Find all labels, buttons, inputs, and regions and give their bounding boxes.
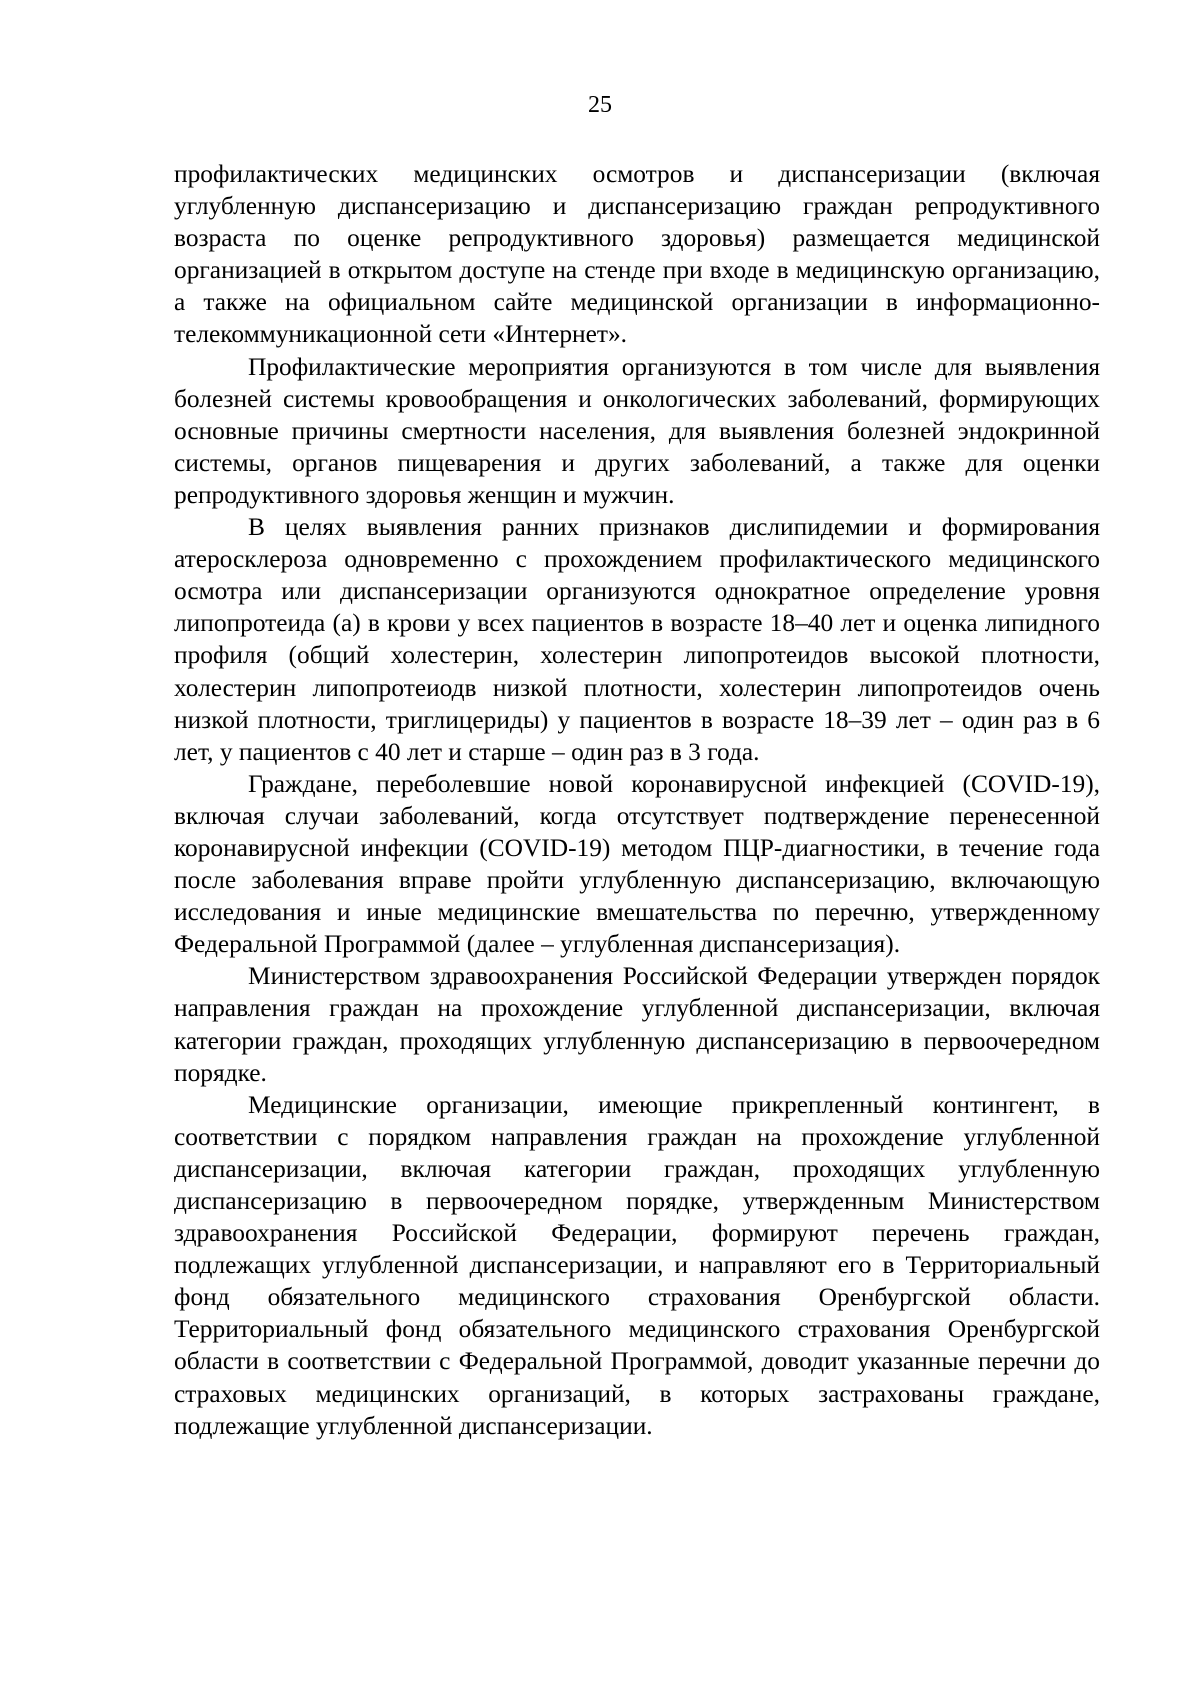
- paragraph-4: Граждане, переболевшие новой коронавирусной инфекцией (COVID-19), включая случаи заболеваний, когда отсутствует подтверждение перенесенной коронавирусной инфекции (COVID-19) методом ПЦР-диагностики, в течение года после заболевания вправе пройти углубленную диспансеризацию, включающую исследования и иные медицинские вмешательства по перечню, утвержденному Федеральной Программой (далее – углубленная диспансеризация).: [174, 769, 1100, 959]
- document-body: [174, 158, 1100, 1442]
- paragraph-3: В целях выявления ранних признаков дислипидемии и формирования атеросклероза одновременно с прохождением профилактического медицинского осмотра или диспансеризации организуются однократное определение уровня липопротеида (а) в крови у всех пациентов в возрасте 18–40 лет и оценка липидного профиля (общий холестерин, холестерин липопротеидов высокой плотности, холестерин липопротеиодв низкой плотности, холестерин липопротеидов очень низкой плотности, триглицериды) у пациентов в возрасте 18–39 лет – один раз в 6 лет, у пациентов с 40 лет и старше – один раз в 3 года.: [174, 513, 1100, 766]
- paragraph-6: Медицинские организации, имеющие прикрепленный контингент, в соответствии с порядком направления граждан на прохождение углубленной диспансеризации, включая категории граждан, проходящих углубленную диспансеризацию в первоочередном порядке, утвержденным Министерством здравоохранения Российской Федерации, формируют перечень граждан, подлежащих углубленной диспансеризации, и направляют его в Территориальный фонд обязательного медицинского страхования Оренбургской области. Территориальный фонд обязательного медицинского страхования Оренбургской области в соответствии с Федеральной Программой, доводит указанные перечни до страховых медицинских организаций, в которых застрахованы граждане, подлежащие углубленной диспансеризации.: [174, 1090, 1100, 1440]
- paragraph-1: профилактических медицинских осмотров и диспансеризации (включая углубленную диспансеризацию и диспансеризацию граждан репродуктивного возраста по оценке репродуктивного здоровья) размещается медицинской организацией в открытом доступе на стенде при входе в медицинскую организацию, а также на официальном сайте медицинской организации в информационно-телекоммуникационной сети «Интернет».: [174, 160, 1100, 349]
- paragraph-2: Профилактические мероприятия организуются в том числе для выявления болезней системы кровообращения и онкологических заболеваний, формирующих основные причины смертности населения, для выявления болезней эндокринной системы, органов пищеварения и других заболеваний, а также для оценки репродуктивного здоровья женщин и мужчин.: [174, 352, 1100, 509]
- paragraph-5: Министерством здравоохранения Российской Федерации утвержден порядок направления граждан на прохождение углубленной диспансеризации, включая категории граждан, проходящих углубленную диспансеризацию в первоочередном порядке.: [174, 962, 1100, 1087]
- page-number: 25: [588, 92, 612, 118]
